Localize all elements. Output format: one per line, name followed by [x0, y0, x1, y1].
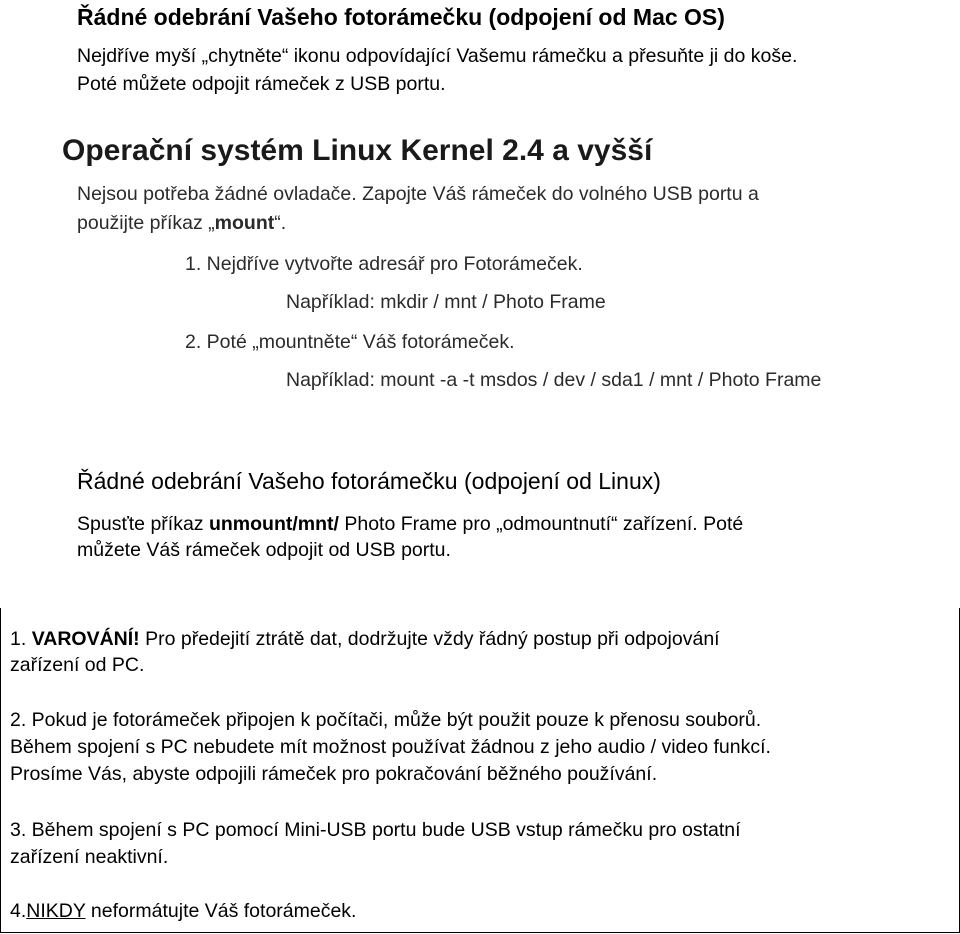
unmount-command: unmount/mnt/: [208, 513, 339, 535]
linux-intro-2-post: “.: [274, 212, 287, 234]
linux-intro-2: [77, 209, 286, 237]
linux-remove-heading: Řádné odebrání Vašeho fotorámečku (odpojení od Linux): [77, 468, 661, 494]
never-label: NIKDY: [26, 900, 86, 922]
linux-intro-2-pre: použijte příkaz „: [77, 212, 215, 234]
mac-line-2: Poté můžete odpojit rámeček z USB portu.: [77, 73, 446, 95]
warning-1-number: 1.: [10, 628, 32, 650]
warning-3-line-2: zařízení neaktivní.: [10, 846, 169, 868]
warning-4-text: neformátujte Váš fotorámeček.: [85, 900, 357, 922]
linux-step-2: 2. Poté „mountněte“ Váš fotorámeček.: [185, 331, 515, 353]
warning-4-number: 4.: [10, 900, 27, 922]
linux-remove-line-1-post: Photo Frame pro „odmountnutí“ zařízení. Poté: [338, 513, 744, 535]
warning-2-line-1: 2. Pokud je fotorámeček připojen k počítači, může být použit pouze k přenosu souborů.: [10, 709, 762, 731]
mount-command: mount: [214, 212, 275, 234]
linux-step-1-example: Například: mkdir / mnt / Photo Frame: [286, 291, 606, 313]
warning-2-line-3: Prosíme Vás, abyste odpojili rámeček pro pokračování běžného používání.: [10, 763, 658, 785]
linux-remove-line-1: [77, 510, 743, 538]
linux-intro-1: Nejsou potřeba žádné ovladače. Zapojte Váš rámeček do volného USB portu a: [77, 183, 759, 205]
mac-heading: Řádné odebrání Vašeho fotorámečku (odpojení od Mac OS): [77, 4, 725, 30]
warning-1-line-2: zařízení od PC.: [10, 654, 145, 676]
warning-2-line-2: Během spojení s PC nebudete mít možnost používat žádnou z jeho audio / video funkcí.: [10, 736, 771, 758]
warning-1-text: Pro předejití ztrátě dat, dodržujte vždy řádný postup při odpojování: [139, 628, 720, 650]
warning-4: [10, 897, 356, 925]
mac-line-1: Nejdříve myší „chytněte“ ikonu odpovídající Vašemu rámečku a přesuňte ji do koše.: [77, 45, 798, 67]
linux-heading: Operační systém Linux Kernel 2.4 a vyšší: [62, 134, 653, 167]
linux-step-2-example: Například: mount -a -t msdos / dev / sda1 / mnt / Photo Frame: [286, 369, 822, 391]
warning-1: [10, 625, 720, 653]
linux-remove-line-2: můžete Váš rámeček odpojit od USB portu.: [77, 539, 451, 561]
warning-label: VAROVÁNÍ!: [31, 628, 140, 650]
warning-3-line-1: 3. Během spojení s PC pomocí Mini-USB portu bude USB vstup rámečku pro ostatní: [10, 819, 741, 841]
linux-remove-line-1-pre: Spusťte příkaz: [77, 513, 209, 535]
linux-step-1: 1. Nejdříve vytvořte adresář pro Fotorámeček.: [185, 253, 583, 275]
